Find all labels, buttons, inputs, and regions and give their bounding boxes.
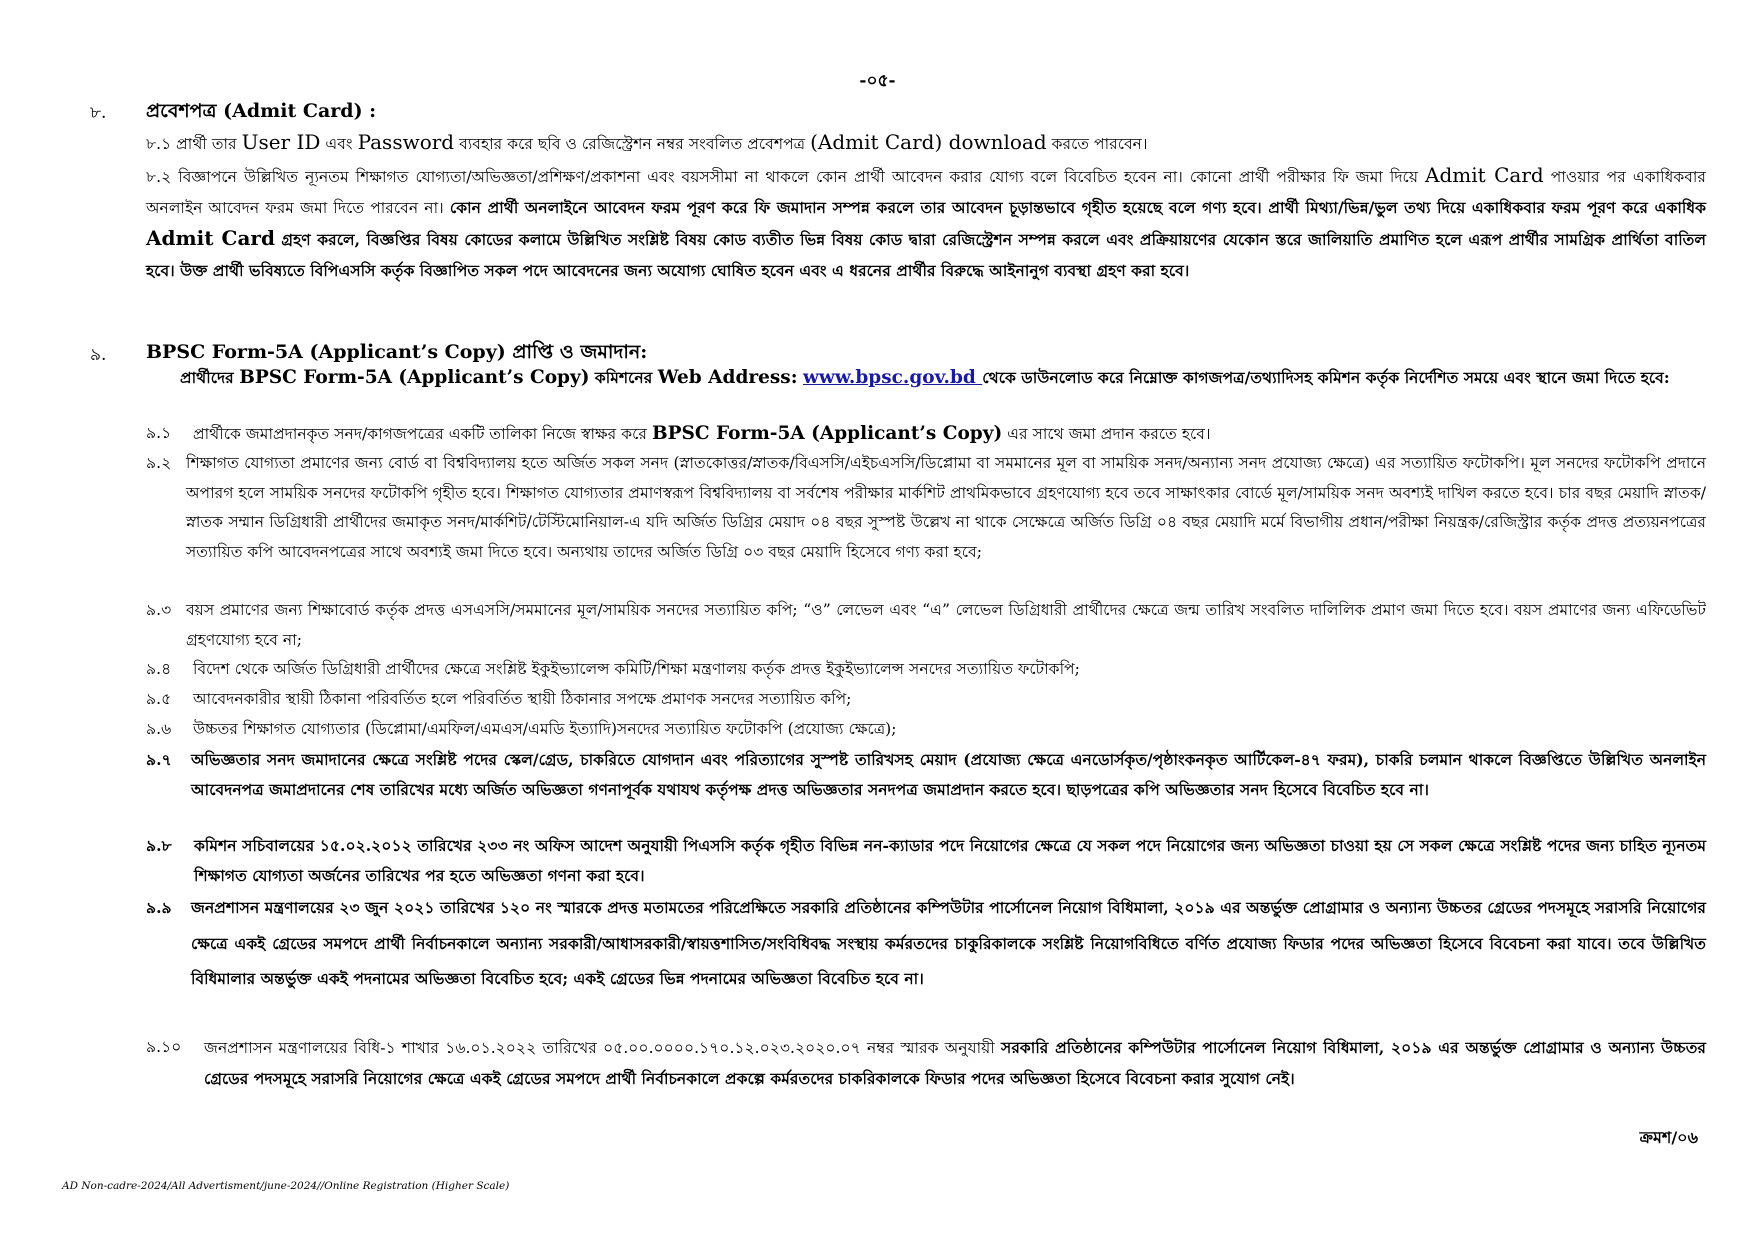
section-8-para-2 [146,160,1706,286]
item-text: শিক্ষাগত যোগ্যতা প্রমাণের জন্য বোর্ড বা বিশ্ববিদ্যালয় হতে অর্জিত সকল সনদ (স্নাতকোত্তর/স্নাতক/বিএসসি/এইচএসসি/ডিপ্লোমা বা সমমানের মূল বা সাময়িক সনদ/অন্যান্য সনদ প্রযোজ্য ক্ষেত্রে) এর সত্যায়িত ফটোকপি। মূল সনদের ফটোকপি প্রদানে অপারগ হলে সাময়িক সনদের ফটোকপি গৃহীত হবে। শিক্ষাগত যোগ্যতার প্রমাণস্বরূপ বিশ্ববিদ্যালয় বা সর্বশেষ পরীক্ষার মার্কশিট প্রাথমিকভাবে গ্রহণযোগ্য হবে তবে সাক্ষাৎকার বোর্ডে মূল/সাময়িক সনদ অবশ্যই দাখিল করতে হবে। চার বছর মেয়াদি স্নাতক/স্নাতক সম্মান ডিগ্রিধারী প্রার্থীদের জমাকৃত সনদ/মার্কশিট/টেস্টিমোনিয়াল-এ যদি অর্জিত ডিগ্রির মেয়াদ ০৪ বছর সুস্পষ্ট উল্লেখ না থাকে সেক্ষেত্রে অর্জিত ডিগ্রি ০৪ বছর মেয়াদি মর্মে বিভাগীয় প্রধান/পরীক্ষা নিয়ন্ত্রক/রেজিস্ট্রার কর্তৃক প্রদত্ত প্রত্যয়নপত্রের সত্যায়িত কপি আবেদনপত্রের সাথে অবশ্যই জমা দিতে হবে। অন্যথায় তাদের অর্জিত ডিগ্রি ০৩ বছর মেয়াদি হিসেবে গণ্য করা হবে; [186,454,1706,561]
item-number: ৯.৭ [146,750,172,769]
item-9-1 [146,419,1706,450]
bpsc-website-link[interactable]: www.bpsc.gov.bd [803,367,983,388]
p81-suffix: করতে পারবেন। [1046,135,1148,153]
item-text: বিদেশ থেকে অর্জিত ডিগ্রিধারী প্রার্থীদের ক্ষেত্রে সংশ্লিষ্ট ইকুইভ্যালেন্স কমিটি/শিক্ষা মন্ত্রণালয় কর্তৃক প্রদত্ত ইকুইভ্যালেন্স সনদের সত্যায়িত ফটোকপি; [193,660,1080,678]
item-9-10 [146,1033,1706,1094]
item-text: অভিজ্ঞতার সনদ জমাদানের ক্ষেত্রে সংশ্লিষ্ট পদের স্কেল/গ্রেড, চাকরিতে যোগদান এবং পরিত্যাগের সুস্পষ্ট তারিখসহ মেয়াদ (প্রযোজ্য ক্ষেত্রে এনডোর্সকৃত/পৃষ্ঠাংকনকৃত আর্টিকেল-৪৭ ফরম), চাকরি চলমান থাকলে বিজ্ঞপ্তিতে উল্লিখিত অনলাইন আবেদনপত্র জমাপ্রদানের শেষ তারিখের মধ্যে অর্জিত অভিজ্ঞতা গণনাপূর্বক যথাযথ কর্তৃপক্ষ প্রদত্ত অভিজ্ঞতার সনদপত্র জমাপ্রদান করতে হবে। ছাড়পত্রের কপি অভিজ্ঞতার সনদ হিসেবে বিবেচিত হবে না। [191,750,1707,799]
item-9-5 [146,685,1706,715]
item-9-4 [146,655,1706,685]
page-number: -০৫- [859,71,896,91]
p81-middle: ব্যবহার করে ছবি ও রেজিস্ট্রেশন নম্বর সংবলিত প্রবেশপত্র [454,135,811,153]
section-8-title: প্রবেশপত্র (Admit Card) : [146,100,377,122]
p81-user-id: User ID [241,130,321,154]
p81-admit: (Admit Card) [810,130,943,154]
section-9-number: ৯. [90,345,107,365]
item-number: ৯.৯ [146,898,172,917]
item-form-name: BPSC Form-5A (Applicant’s Copy) [651,423,1003,444]
p82-admit-card: Admit Card [1425,163,1544,187]
item-text: জনপ্রশাসন মন্ত্রণালয়ের বিধি-১ শাখার ১৬.০১.২০২২ তারিখের ০৫.০০.০০০০.১৭০.১২.০২৩.২০২০.০৭ নম্বর স্মারক অনুযায়ী [204,1039,1002,1057]
section-9-title: BPSC Form-5A (Applicant’s Copy) প্রাপ্তি ও জমাদান: [146,341,648,363]
p82-part2: পাওয়ার পর একাধিকবার অনলাইন আবেদন ফরম জমা দিতে পারবেন না। [146,168,1707,217]
item-number: ৯.২ [146,454,172,472]
intro-part2: কমিশনের [589,368,658,387]
intro-part3: থেকে ডাউনলোড করে নিম্নোক্ত কাগজপত্র/তথ্যাদিসহ কমিশন কর্তৃক নির্দেশিত সময়ে এবং স্থানে জমা দিতে হবে: [982,368,1670,387]
item-text: বয়স প্রমাণের জন্য শিক্ষাবোর্ড কর্তৃক প্রদত্ত এসএসসি/সমমানের মূল/সাময়িক সনদের সত্যায়িত কপি; “ও” লেভেল এবং “এ” লেভেল ডিগ্রিধারী প্রার্থীদের ক্ষেত্রে জন্ম তারিখ সংবলিত দালিলিক প্রমাণ জমা দিতে হবে। বয়স প্রমাণের জন্য এফিডেভিট গ্রহণযোগ্য হবে না; [186,601,1706,649]
item-text: প্রার্থীকে জমাপ্রদানকৃত সনদ/কাগজপত্রের একটি তালিকা নিজে স্বাক্ষর করে [193,425,652,443]
p81-password: Password [357,130,455,154]
item-number: ৯.১০ [146,1038,182,1056]
item-9-9 [146,890,1706,997]
item-9-2 [146,449,1706,567]
item-number: ৯.৫ [146,690,172,708]
footer-reference: AD Non-cadre-2024/All Advertisment/june-2024//Online Registration (Higher Scale) [62,1180,510,1192]
p82-part1: ৮.২ বিজ্ঞাপনে উল্লিখিত ন্যূনতম শিক্ষাগত যোগ্যতা/অভিজ্ঞতা/প্রশিক্ষণ/প্রকাশনা এবং বয়সসীমা না থাকলে কোন প্রার্থী আবেদন করার যোগ্য বলে বিবেচিত হবেন না। কোনো প্রার্থী পরীক্ষার ফি জমা দিয়ে [146,168,1426,186]
item-number: ৯.৩ [146,601,172,619]
section-8-para-1 [146,128,1706,160]
intro-form-name: BPSC Form-5A (Applicant’s Copy) [239,367,590,388]
p82-bold1: কোন প্রার্থী অনলাইনে আবেদন ফরম পূরণ করে ফি জমাদান সম্পন্ন করলে তার আবেদন চূড়ান্তভাবে গৃহীত হয়েছে বলে গণ্য হবে। প্রার্থী মিথ্যা/ভিন্ন/ভুল তথ্য দিয়ে একাধিকবার ফরম পূরণ করে একাধিক [449,197,1706,217]
item-9-7 [146,745,1706,804]
p82-bold2: গ্রহণ করলে, বিজ্ঞপ্তির বিষয় কোডের কলামে উল্লিখিত সংশ্লিষ্ট বিষয় কোড ব্যতীত ভিন্ন বিষয় কোড দ্বারা রেজিস্ট্রেশন সম্পন্ন করলে এবং প্রক্রিয়ায়ণের যেকোন স্তরে জালিয়াতি প্রমাণিত হলে এরূপ প্রার্থীর সামগ্রিক প্রার্থিতা বাতিল হবে। উক্ত প্রার্থী ভবিষ্যতে বিপিএসসি কর্তৃক বিজ্ঞাপিত সকল পদে আবেদনের জন্য অযোগ্য ঘোষিত হবেন এবং এ ধরনের প্রার্থীর বিরুদ্ধে আইনানুগ ব্যবস্থা গ্রহণ করা হবে। [146,230,1706,280]
p82-admit-card-2: Admit Card [146,226,275,250]
item-text: আবেদনকারীর স্থায়ী ঠিকানা পরিবর্তিত হলে পরিবর্তিত স্থায়ী ঠিকানার সপক্ষে প্রমাণক সনদের সত্যায়িত কপি; [193,690,852,708]
item-number: ৯.৪ [146,660,172,678]
section-9-intro [180,363,1690,393]
intro-web-label: Web Address: [657,367,798,388]
item-number: ৯.৬ [146,720,172,738]
section-8-number: ৮. [90,103,107,123]
item-text: জনপ্রশাসন মন্ত্রণালয়ের ২৩ জুন ২০২১ তারিখের ১২০ নং স্মারকে প্রদত্ত মতামতের পরিপ্রেক্ষিতে সরকারি প্রতিষ্ঠানের কম্পিউটার পার্সোনেল নিয়োগ বিধিমালা, ২০১৯ এর অন্তর্ভুক্ত প্রোগ্রামার ও অন্যান্য উচ্চতর গ্রেডের পদসমূহে সরাসরি নিয়োগের ক্ষেত্রে একই গ্রেডের সমপদে প্রার্থী নির্বাচনকালে অন্যান্য সরকারী/আধাসরকারী/স্বায়ত্তশাসিত/সংবিধিবদ্ধ সংস্থায় কর্মরতদের চাকুরিকালকে সংশ্লিষ্ট নিয়োগবিধিতে বর্ণিত প্রযোজ্য ফিডার পদের অভিজ্ঞতা হিসেবে বিবেচনা করা যাবে। তবে উল্লিখিত বিধিমালার অন্তর্ভুক্ত একই পদনামের অভিজ্ঞতা বিবেচিত হবে; একই গ্রেডের ভিন্ন পদনামের অভিজ্ঞতা বিবেচিত হবে না। [191,898,1706,988]
continuation-marker: ক্রমশ/০৬ [1639,1128,1698,1147]
p81-and: এবং [320,135,358,153]
item-text: উচ্চতর শিক্ষাগত যোগ্যতার (ডিপ্লোমা/এমফিল/এমএস/এমডি ইত্যাদি)সনদের সত্যায়িত ফটোকপি (প্রযোজ্য ক্ষেত্রে); [193,720,897,738]
item-number: ৯.১ [146,424,172,442]
p81-prefix: ৮.১ প্রার্থী তার [146,135,242,153]
item-text-bold: সরকারি প্রতিষ্ঠানের কম্পিউটার পার্সোনেল নিয়োগ বিধিমালা, ২০১৯ এর অন্তর্ভুক্ত প্রোগ্রামার ও অন্যান্য উচ্চতর গ্রেডের পদসমূহে সরাসরি নিয়োগের ক্ষেত্রে একই গ্রেডের সমপদে প্রার্থী নির্বাচনকালে প্রকল্পে কর্মরতদের চাকরিকালকে ফিডার পদের অভিজ্ঞতা হিসেবে বিবেচনা করার সুযোগ নেই। [204,1038,1706,1088]
item-text: কমিশন সচিবালয়ের ১৫.০২.২০১২ তারিখের ২৩৩ নং অফিস আদেশ অনুযায়ী পিএসসি কর্তৃক গৃহীত বিভিন্ন নন-ক্যাডার পদে নিয়োগের ক্ষেত্রে যে সকল পদে নিয়োগের জন্য অভিজ্ঞতা চাওয়া হয় সে সকল ক্ষেত্রে সংশ্লিষ্ট পদের জন্য চাহিত ন্যূনতম শিক্ষাগত যোগ্যতা অর্জনের তারিখের পর হতে অভিজ্ঞতা গণনা করা হবে। [194,836,1706,885]
p81-download: download [942,130,1047,154]
item-9-8 [146,831,1706,890]
intro-part1: প্রার্থীদের [180,368,240,387]
item-number: ৯.৮ [146,836,172,855]
item-9-3 [146,596,1706,655]
item-9-6 [146,715,1706,745]
item-text-end: এর সাথে জমা প্রদান করতে হবে। [1002,425,1211,443]
